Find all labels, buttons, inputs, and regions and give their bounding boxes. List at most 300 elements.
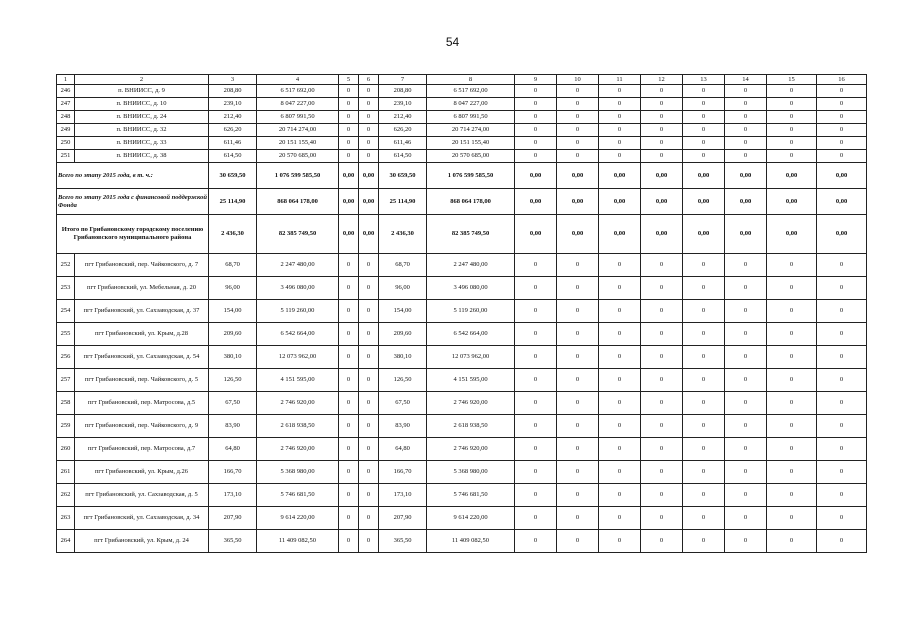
table-cell: 0 [683, 369, 725, 392]
address-cell: п. ВНИИСС, д. 32 [75, 124, 209, 137]
table-cell: 83,90 [379, 415, 427, 438]
table-cell: 126,50 [209, 369, 257, 392]
table-cell: 0 [515, 137, 557, 150]
table-cell: 0 [767, 277, 817, 300]
table-row [57, 369, 867, 392]
table-cell: 2 618 938,50 [257, 415, 339, 438]
table-cell: 0 [767, 150, 817, 163]
table-cell: 0 [817, 415, 867, 438]
row-number: 259 [57, 415, 75, 438]
table-cell: 380,10 [379, 346, 427, 369]
table-cell: 0 [767, 254, 817, 277]
table-cell: 0 [817, 369, 867, 392]
table-cell: 0 [817, 254, 867, 277]
table-cell: 0 [817, 85, 867, 98]
table-cell: 0 [339, 484, 359, 507]
table-cell: 0 [725, 323, 767, 346]
table-cell: 0 [359, 346, 379, 369]
table-cell: 0 [359, 85, 379, 98]
table-cell: 20 714 274,00 [257, 124, 339, 137]
table-cell: 0 [339, 85, 359, 98]
table-cell: 6 807 991,50 [427, 111, 515, 124]
column-header: 1 [57, 75, 75, 85]
table-cell: 365,50 [379, 530, 427, 553]
row-number: 255 [57, 323, 75, 346]
table-cell: 0,00 [515, 189, 557, 215]
table-cell: 0 [515, 392, 557, 415]
table-cell: 0 [515, 85, 557, 98]
table-cell: 0 [817, 98, 867, 111]
table-cell: 6 542 664,00 [257, 323, 339, 346]
table-cell: 0 [683, 507, 725, 530]
table-cell: 0 [767, 137, 817, 150]
table-cell: 614,50 [209, 150, 257, 163]
table-cell: 0 [725, 530, 767, 553]
table-cell: 5 368 980,00 [427, 461, 515, 484]
table-cell: 0,00 [599, 163, 641, 189]
table-row [57, 507, 867, 530]
table-cell: 0 [339, 369, 359, 392]
table-cell: 11 409 082,50 [257, 530, 339, 553]
table-cell: 626,20 [379, 124, 427, 137]
table-cell: 0 [599, 300, 641, 323]
table-cell: 868 064 178,00 [427, 189, 515, 215]
table-cell: 0 [339, 438, 359, 461]
table-cell: 0 [557, 111, 599, 124]
table-row [57, 254, 867, 277]
table-cell: 2 247 480,00 [257, 254, 339, 277]
table-cell: 0 [359, 254, 379, 277]
summary-row [57, 163, 867, 189]
data-table [56, 74, 867, 553]
table-cell: 0 [683, 461, 725, 484]
table-cell: 0 [599, 415, 641, 438]
table-cell: 2 247 480,00 [427, 254, 515, 277]
table-cell: 0 [641, 392, 683, 415]
table-cell: 0 [725, 150, 767, 163]
column-header: 8 [427, 75, 515, 85]
table-cell: 0 [557, 300, 599, 323]
table-cell: 0 [339, 111, 359, 124]
table-cell: 0 [817, 484, 867, 507]
table-cell: 0 [599, 507, 641, 530]
table-cell: 0 [641, 369, 683, 392]
address-cell: пгт Грибановский, ул. Крым, д. 24 [75, 530, 209, 553]
table-cell: 0 [339, 461, 359, 484]
table-cell: 0 [515, 98, 557, 111]
table-cell: 0,00 [817, 163, 867, 189]
table-cell: 0 [515, 438, 557, 461]
address-cell: пгт Грибановский, ул. Сахзаводская, д. 5 [75, 484, 209, 507]
table-cell: 0 [817, 111, 867, 124]
table-row [57, 111, 867, 124]
table-cell: 0,00 [767, 163, 817, 189]
table-cell: 0 [359, 392, 379, 415]
table-cell: 0 [339, 530, 359, 553]
table-cell: 0 [515, 484, 557, 507]
table-cell: 0,00 [817, 215, 867, 254]
table-cell: 0 [515, 124, 557, 137]
table-cell: 0 [725, 98, 767, 111]
table-cell: 0,00 [339, 163, 359, 189]
table-cell: 6 542 664,00 [427, 323, 515, 346]
address-cell: пгт Грибановский, пер. Чайковского, д. 9 [75, 415, 209, 438]
table-cell: 0 [641, 461, 683, 484]
address-cell: пгт Грибановский, пер. Чайковского, д. 7 [75, 254, 209, 277]
table-cell: 82 385 749,50 [257, 215, 339, 254]
row-number: 253 [57, 277, 75, 300]
table-cell: 208,80 [209, 85, 257, 98]
table-cell: 30 659,50 [209, 163, 257, 189]
table-cell: 0 [641, 507, 683, 530]
row-number: 258 [57, 392, 75, 415]
table-cell: 4 151 595,00 [257, 369, 339, 392]
table-cell: 0 [683, 150, 725, 163]
row-number: 249 [57, 124, 75, 137]
table-cell: 0 [767, 392, 817, 415]
table-cell: 0,00 [515, 215, 557, 254]
table-row [57, 300, 867, 323]
column-header: 13 [683, 75, 725, 85]
table-cell: 67,50 [209, 392, 257, 415]
table-cell: 3 496 080,00 [427, 277, 515, 300]
table-cell: 0,00 [557, 163, 599, 189]
table-cell: 0 [359, 124, 379, 137]
table-cell: 0 [359, 530, 379, 553]
table-cell: 154,00 [209, 300, 257, 323]
table-cell: 0 [683, 111, 725, 124]
table-cell: 0 [515, 369, 557, 392]
table-cell: 0 [767, 530, 817, 553]
column-header: 15 [767, 75, 817, 85]
table-cell: 0,00 [767, 215, 817, 254]
table-cell: 0 [339, 507, 359, 530]
table-cell: 11 409 082,50 [427, 530, 515, 553]
table-cell: 0 [767, 415, 817, 438]
table-cell: 20 151 155,40 [257, 137, 339, 150]
table-cell: 0 [599, 369, 641, 392]
row-number: 247 [57, 98, 75, 111]
table-cell: 1 076 599 585,50 [257, 163, 339, 189]
table-cell: 0 [359, 484, 379, 507]
table-cell: 83,90 [209, 415, 257, 438]
table-cell: 0 [515, 461, 557, 484]
table-cell: 0 [817, 461, 867, 484]
table-cell: 0,00 [359, 163, 379, 189]
table-cell: 0 [339, 392, 359, 415]
table-cell: 166,70 [379, 461, 427, 484]
table-cell: 0,00 [683, 163, 725, 189]
table-row [57, 438, 867, 461]
table-cell: 0 [725, 346, 767, 369]
table-cell: 2 746 920,00 [427, 438, 515, 461]
row-number: 261 [57, 461, 75, 484]
table-row [57, 484, 867, 507]
table-cell: 0 [557, 346, 599, 369]
row-number: 250 [57, 137, 75, 150]
table-cell: 0 [641, 111, 683, 124]
table-cell: 0 [817, 438, 867, 461]
table-cell: 0 [641, 484, 683, 507]
table-cell: 12 073 962,00 [257, 346, 339, 369]
table-cell: 154,00 [379, 300, 427, 323]
table-cell: 0 [557, 323, 599, 346]
column-header: 16 [817, 75, 867, 85]
column-header: 5 [339, 75, 359, 85]
table-cell: 2 746 920,00 [257, 392, 339, 415]
table-cell: 0 [599, 98, 641, 111]
table-cell: 0 [683, 484, 725, 507]
column-header: 10 [557, 75, 599, 85]
column-header: 3 [209, 75, 257, 85]
table-cell: 239,10 [209, 98, 257, 111]
table-cell: 5 746 681,50 [427, 484, 515, 507]
table-cell: 0,00 [339, 189, 359, 215]
address-cell: пгт Грибановский, ул. Сахзаводская, д. 34 [75, 507, 209, 530]
address-cell: п. ВНИИСС, д. 10 [75, 98, 209, 111]
row-number: 257 [57, 369, 75, 392]
table-cell: 0 [359, 415, 379, 438]
table-cell: 67,50 [379, 392, 427, 415]
table-cell: 0 [515, 323, 557, 346]
table-cell: 0 [557, 254, 599, 277]
address-cell: пгт Грибановский, ул. Сахзаводская, д. 54 [75, 346, 209, 369]
table-cell: 12 073 962,00 [427, 346, 515, 369]
table-row [57, 392, 867, 415]
table-cell: 212,40 [209, 111, 257, 124]
table-cell: 0 [515, 277, 557, 300]
header-row [57, 75, 867, 85]
table-cell: 8 047 227,00 [257, 98, 339, 111]
table-cell: 0 [339, 137, 359, 150]
table-cell: 0,00 [557, 189, 599, 215]
row-number: 263 [57, 507, 75, 530]
address-cell: пгт Грибановский, ул. Мебельная, д. 20 [75, 277, 209, 300]
table-cell: 5 119 260,00 [427, 300, 515, 323]
table-cell: 2 436,30 [379, 215, 427, 254]
table-cell: 0,00 [683, 189, 725, 215]
table-cell: 0 [359, 98, 379, 111]
table-cell: 0,00 [359, 189, 379, 215]
table-cell: 0 [599, 530, 641, 553]
table-cell: 0 [767, 507, 817, 530]
column-header: 14 [725, 75, 767, 85]
page-number: 54 [445, 35, 460, 49]
table-cell: 0,00 [515, 163, 557, 189]
table-cell: 25 114,90 [209, 189, 257, 215]
table-cell: 0 [359, 369, 379, 392]
table-cell: 0 [359, 461, 379, 484]
table-cell: 0 [725, 300, 767, 323]
table-cell: 0 [817, 277, 867, 300]
row-number: 264 [57, 530, 75, 553]
table-cell: 2 436,30 [209, 215, 257, 254]
table-cell: 0 [557, 392, 599, 415]
table-cell: 126,50 [379, 369, 427, 392]
table-cell: 2 618 938,50 [427, 415, 515, 438]
table-cell: 0 [599, 277, 641, 300]
table-cell: 0 [599, 461, 641, 484]
table-cell: 6 517 692,00 [427, 85, 515, 98]
table-row [57, 150, 867, 163]
table-cell: 0,00 [359, 215, 379, 254]
table-cell: 0 [599, 85, 641, 98]
table-cell: 0 [683, 254, 725, 277]
table-cell: 212,40 [379, 111, 427, 124]
table-row [57, 277, 867, 300]
table-cell: 239,10 [379, 98, 427, 111]
table-cell: 0 [641, 150, 683, 163]
table-cell: 0 [767, 461, 817, 484]
table-cell: 626,20 [209, 124, 257, 137]
table-cell: 0 [641, 98, 683, 111]
table-cell: 0 [599, 346, 641, 369]
address-cell: п. ВНИИСС, д. 24 [75, 111, 209, 124]
table-cell: 0 [683, 323, 725, 346]
row-number: 246 [57, 85, 75, 98]
table-cell: 30 659,50 [379, 163, 427, 189]
table-row [57, 461, 867, 484]
table-cell: 0 [641, 137, 683, 150]
table-cell: 0 [557, 507, 599, 530]
table-cell: 0 [599, 392, 641, 415]
table-cell: 0 [817, 150, 867, 163]
table-cell: 0 [767, 111, 817, 124]
table-row [57, 98, 867, 111]
table-cell: 0 [339, 98, 359, 111]
table-cell: 0 [725, 277, 767, 300]
table-cell: 207,90 [379, 507, 427, 530]
table-cell: 0 [817, 300, 867, 323]
table-cell: 173,10 [379, 484, 427, 507]
table-cell: 0 [359, 300, 379, 323]
table-row [57, 124, 867, 137]
table-cell: 0 [817, 323, 867, 346]
table-cell: 0 [817, 124, 867, 137]
table-cell: 0 [557, 277, 599, 300]
row-number: 252 [57, 254, 75, 277]
table-cell: 0 [767, 300, 817, 323]
address-cell: пгт Грибановский, ул. Крым, д.26 [75, 461, 209, 484]
table-cell: 0 [557, 137, 599, 150]
table-cell: 0,00 [557, 215, 599, 254]
table-cell: 20 570 685,00 [257, 150, 339, 163]
table-cell: 0 [339, 254, 359, 277]
table-cell: 0 [817, 530, 867, 553]
table-cell: 96,00 [379, 277, 427, 300]
table-cell: 0 [359, 323, 379, 346]
table-cell: 96,00 [209, 277, 257, 300]
table-cell: 0 [683, 98, 725, 111]
table-cell: 0 [683, 277, 725, 300]
table-cell: 0 [359, 137, 379, 150]
table-cell: 611,46 [379, 137, 427, 150]
table-cell: 0 [725, 461, 767, 484]
table-cell: 614,50 [379, 150, 427, 163]
table-cell: 0 [515, 415, 557, 438]
table-cell: 0 [725, 254, 767, 277]
table-cell: 209,60 [209, 323, 257, 346]
table-cell: 0 [817, 137, 867, 150]
table-cell: 0 [767, 98, 817, 111]
table-cell: 0 [767, 85, 817, 98]
table-cell: 0 [557, 150, 599, 163]
table-cell: 20 714 274,00 [427, 124, 515, 137]
table-cell: 0,00 [725, 215, 767, 254]
table-cell: 0 [339, 415, 359, 438]
table-cell: 5 746 681,50 [257, 484, 339, 507]
table-cell: 0,00 [599, 189, 641, 215]
table-cell: 0 [641, 254, 683, 277]
table-cell: 173,10 [209, 484, 257, 507]
address-cell: п. ВНИИСС, д. 9 [75, 85, 209, 98]
address-cell: п. ВНИИСС, д. 38 [75, 150, 209, 163]
address-cell: п. ВНИИСС, д. 33 [75, 137, 209, 150]
table-cell: 0 [767, 124, 817, 137]
column-header: 2 [75, 75, 209, 85]
table-cell: 0 [641, 346, 683, 369]
row-number: 248 [57, 111, 75, 124]
summary-row [57, 189, 867, 215]
column-header: 6 [359, 75, 379, 85]
table-cell: 0 [515, 507, 557, 530]
table-cell: 0 [339, 277, 359, 300]
table-cell: 0 [725, 124, 767, 137]
table-cell: 0,00 [641, 215, 683, 254]
table-cell: 0,00 [725, 189, 767, 215]
table-cell: 0 [359, 277, 379, 300]
table-cell: 0 [683, 415, 725, 438]
table-cell: 0 [767, 323, 817, 346]
row-number: 251 [57, 150, 75, 163]
summary-label: Всего по этапу 2015 года с финансовой поддержкой Фонда [57, 189, 209, 215]
column-header: 12 [641, 75, 683, 85]
summary-label: Итого по Грибановскому городскому поселению Грибановского муниципального района [57, 215, 209, 254]
table-cell: 0 [557, 461, 599, 484]
table-cell: 0 [641, 415, 683, 438]
table-row [57, 85, 867, 98]
table-cell: 208,80 [379, 85, 427, 98]
table-cell: 0 [359, 438, 379, 461]
table-cell: 0,00 [725, 163, 767, 189]
table-cell: 0 [339, 150, 359, 163]
column-header: 4 [257, 75, 339, 85]
address-cell: пгт Грибановский, пер. Матросова, д.7 [75, 438, 209, 461]
row-number: 262 [57, 484, 75, 507]
table-row [57, 323, 867, 346]
table-cell: 0 [641, 300, 683, 323]
table-cell: 166,70 [209, 461, 257, 484]
table-cell: 0 [599, 137, 641, 150]
table-cell: 0 [725, 415, 767, 438]
table-cell: 6 807 991,50 [257, 111, 339, 124]
table-cell: 0 [767, 369, 817, 392]
table-cell: 0 [599, 111, 641, 124]
row-number: 254 [57, 300, 75, 323]
table-cell: 0 [767, 484, 817, 507]
table-cell: 0 [515, 111, 557, 124]
table-cell: 0 [767, 346, 817, 369]
table-cell: 3 496 080,00 [257, 277, 339, 300]
table-cell: 0 [515, 530, 557, 553]
table-cell: 0 [599, 124, 641, 137]
table-cell: 0,00 [641, 163, 683, 189]
table-cell: 0 [817, 507, 867, 530]
table-cell: 0 [515, 346, 557, 369]
table-cell: 0 [515, 254, 557, 277]
table-cell: 0 [683, 346, 725, 369]
table-cell: 0 [725, 507, 767, 530]
